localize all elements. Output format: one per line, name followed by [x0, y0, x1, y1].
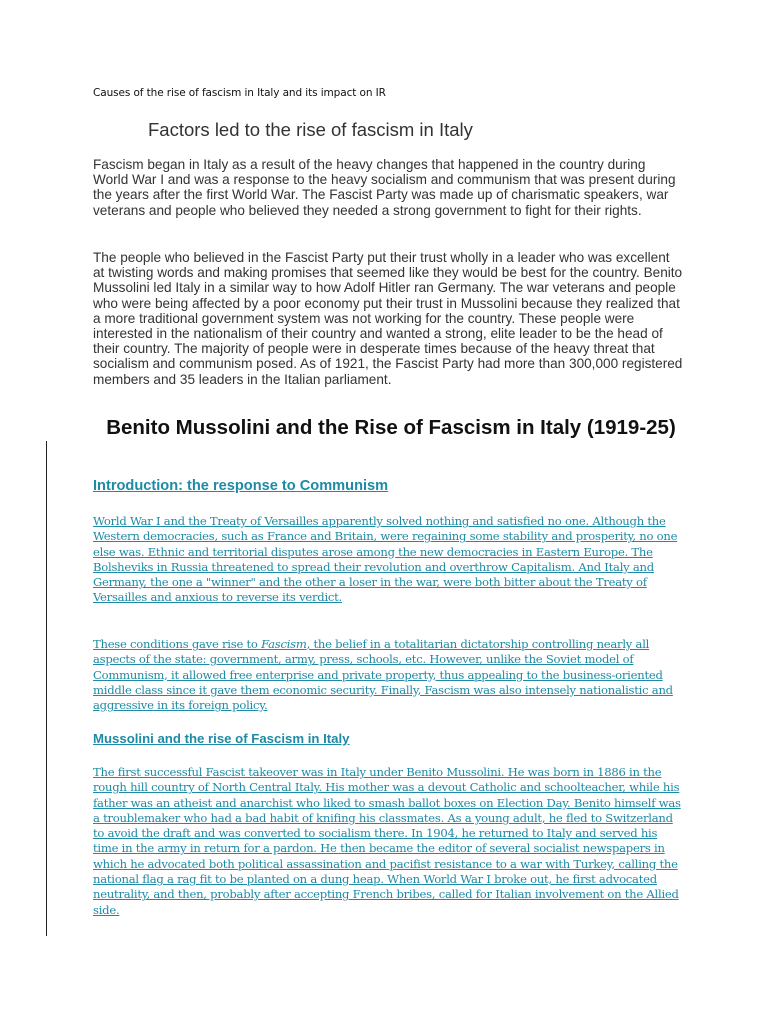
- paragraph-text-end: , the belief in a totalitarian dictatorship controlling nearly all aspects of the state: government, army, press, schools, etc. However, unlike the Soviet model of Communism, it allowed free enterprise and private property, thus appealing to the business-oriented middle class since it gave them economic security. Finally, Fascism was also intensely nationalistic and aggressive in its foreign policy.: [93, 637, 673, 713]
- heading-mussolini-rise: Benito Mussolini and the Rise of Fascism in Italy (1919-25): [106, 416, 676, 439]
- left-margin-rule: [46, 441, 47, 936]
- paragraph-text-start: These conditions gave rise to: [93, 637, 262, 651]
- section-heading-introduction-link[interactable]: Introduction: the response to Communism: [93, 478, 389, 494]
- fascism-emphasis: Fascism: [261, 637, 307, 651]
- document-title: Causes of the rise of fascism in Italy and its impact on IR: [93, 87, 386, 99]
- paragraph-fascism-began: Fascism began in Italy as a result of the heavy changes that happened in the country during World War I and was a response to the heavy socialism and communism that was present during the years after the first World War. The Fascist Party was made up of charismatic speakers, war veterans and people who believed they needed a strong government to fight for their rights.: [93, 157, 676, 218]
- paragraph-trust-in-leader: The people who believed in the Fascist Party put their trust wholly in a leader who was excellent at twisting words and making promises that seemed like they would be best for the country. Benito Mussolini led Italy in a similar way to how Adolf Hitler ran Germany. The war veterans and people who were being affected by a poor economy put their trust in Mussolini because they realized that a more traditional government system was not working for the country. These people were interested in the nationalism of their country and wanted a strong, elite leader to be the head of their country. The majority of people were in desperate times because of the heavy threat that socialism and communism posed. As of 1921, the Fascist Party had more than 300,000 registered members and 35 leaders in the Italian parliament.: [93, 250, 683, 387]
- link-paragraph-first-takeover[interactable]: The first successful Fascist takeover was in Italy under Benito Mussolini. He was born in 1886 in the rough hill country of North Central Italy. His mother was a devout Catholic and schoolteacher, while his father was an atheist and anarchist who liked to smash ballot boxes on Election Day. Benito himself was a troublemaker who had a bad habit of knifing his classmates. As a young adult, he fled to Switzerland to avoid the draft and was converted to socialism there. In 1904, he returned to Italy and served his time in the army in return for a pardon. He then became the editor of several socialist newspapers in which he advocated both political assassination and pacifist resistance to a war with Turkey, calling the national flag a rag fit to be planted on a dung heap. When World War I broke out, he first advocated neutrality, and then, probably after accepting French bribes, called for Italian involvement on the Allied side.: [93, 765, 681, 917]
- heading-factors: Factors led to the rise of fascism in Italy: [148, 119, 473, 140]
- link-paragraph-conditions-fascism[interactable]: [93, 637, 683, 713]
- link-paragraph-world-war-i[interactable]: World War I and the Treaty of Versailles apparently solved nothing and satisfied no one. Although the Western democracies, such as France and Britain, were regaining some stability and prosperity, no one else was. Ethnic and territorial disputes arose among the new democracies in Eastern Europe. The Bolsheviks in Russia threatened to spread their revolution and overthrow Capitalism. And Italy and Germany, the one a "winner" and the other a loser in the war, were both bitter about the Treaty of Versailles and anxious to reverse its verdict.: [93, 514, 678, 605]
- section-heading-mussolini-link[interactable]: Mussolini and the rise of Fascism in Italy: [93, 731, 350, 746]
